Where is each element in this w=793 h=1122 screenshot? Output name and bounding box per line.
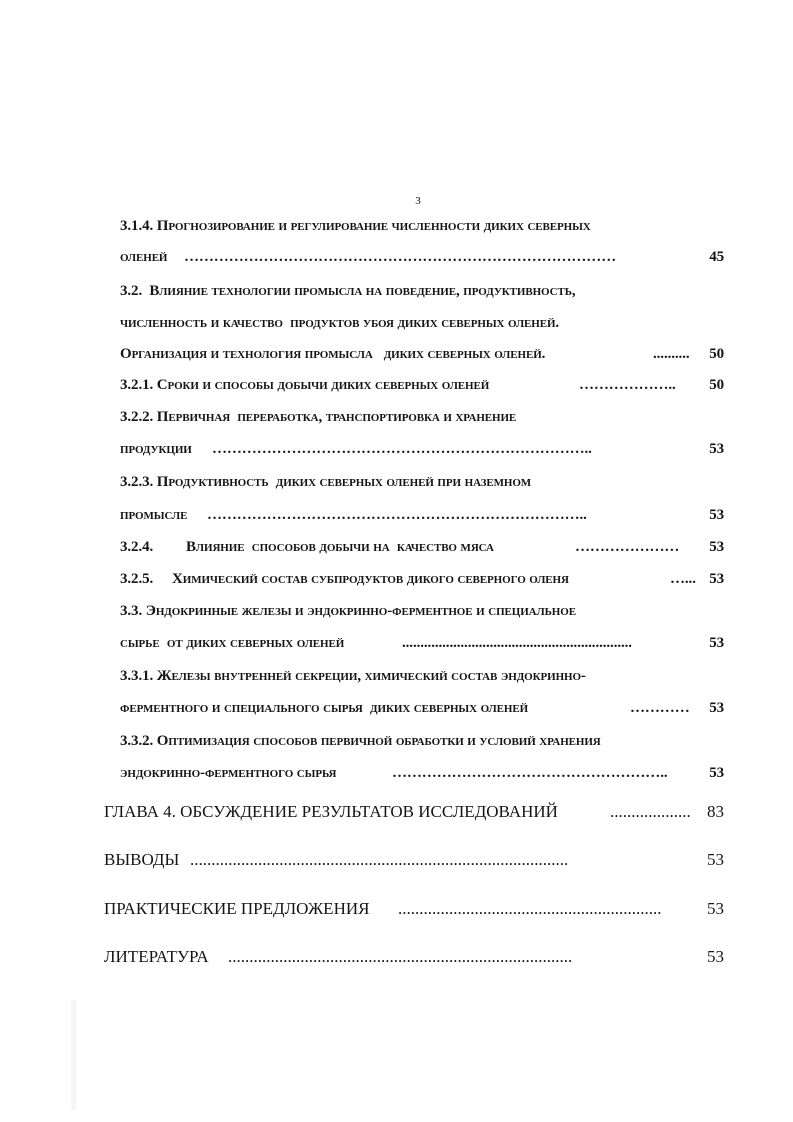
toc-entry-3-3-1-line2 (0, 696, 793, 720)
toc-entry-title: 3.3.1. Железы внутренней секреции, химический состав эндокринно- (120, 668, 586, 684)
toc-entry-title: Организация и технология промысла диких северных оленей. (120, 346, 546, 362)
toc-entry-title: Влияние способов добычи на качество мяса (186, 539, 494, 555)
page-number: 3 (415, 195, 421, 207)
toc-entry-3-1-4-line1 (0, 214, 793, 238)
toc-entry-3-2-3-line2 (0, 503, 793, 527)
toc-entry-title: ферментного и специального сырья диких северных оленей (120, 700, 529, 716)
toc-entry-title: 3.3. Эндокринные железы и эндокринно-ферментное и специальное (120, 603, 576, 619)
dot-leader: ......................................................................................... (190, 850, 569, 869)
dot-leader: …... (670, 571, 696, 587)
dot-leader: …………………………………………………………………………… (184, 249, 617, 265)
toc-page-number: 53 (709, 539, 724, 555)
dot-leader: ................... (610, 802, 691, 821)
toc-entry-number: 3.2.4. (120, 539, 154, 555)
toc-page-number: 53 (707, 947, 724, 966)
dot-leader: ............................................................... (402, 635, 632, 651)
dot-leader: ……………….. (579, 377, 676, 393)
dot-leader: ………… (630, 700, 690, 716)
dot-leader: .............................................................. (398, 899, 662, 918)
toc-page-number: 83 (707, 802, 724, 821)
toc-chapter-title: ЛИТЕРАТУРА (104, 947, 209, 966)
toc-page-number: 53 (707, 850, 724, 869)
toc-entry-3-2-line3 (0, 342, 793, 366)
toc-chapter-4 (104, 799, 724, 825)
dot-leader: ………………………………………………………………….. (207, 507, 587, 523)
toc-page-number: 50 (709, 346, 724, 362)
toc-entry-title: Химический состав субпродуктов дикого северного оленя (172, 571, 569, 587)
toc-page-number: 45 (709, 249, 724, 265)
toc-entry-title: 3.1.4. Прогнозирование и регулирование численности диких северных (120, 218, 591, 234)
toc-page-number: 53 (709, 765, 724, 781)
toc-entry-number: 3.2.5. (120, 571, 154, 587)
toc-chapter-conclusions (104, 847, 724, 873)
toc-entry-title: промысле (120, 507, 188, 523)
toc-page-number: 53 (709, 700, 724, 716)
toc-entry-3-3-2-line1 (0, 729, 793, 753)
toc-page-number: 53 (709, 571, 724, 587)
toc-entry-title: 3.2.1. Сроки и способы добычи диких северных оленей (120, 377, 490, 393)
toc-entry-title: эндокринно-ферментного сырья (120, 765, 337, 781)
toc-page-number: 53 (709, 441, 724, 457)
toc-page-number: 53 (709, 635, 724, 651)
toc-entry-3-3-line1 (0, 599, 793, 623)
toc-entry-title: оленей (120, 249, 168, 265)
toc-entry-title: 3.2. Влияние технологии промысла на поведение, продуктивность, (120, 283, 576, 299)
toc-entry-3-2-line1 (0, 279, 793, 303)
toc-entry-title: 3.3.2. Оптимизация способов первичной обработки и условий хранения (120, 733, 601, 749)
toc-entry-3-2-5 (0, 567, 793, 591)
toc-entry-3-3-line2 (0, 631, 793, 655)
toc-entry-3-2-2-line1 (0, 405, 793, 429)
toc-entry-3-1-4-line2 (0, 245, 793, 269)
toc-chapter-literature (104, 944, 724, 970)
toc-entry-title: продукции (120, 441, 192, 457)
dot-leader: ………………… (575, 539, 680, 555)
toc-chapter-proposals (104, 896, 724, 922)
toc-chapter-title: ПРАКТИЧЕСКИЕ ПРЕДЛОЖЕНИЯ (104, 899, 370, 918)
toc-entry-3-2-4 (0, 535, 793, 559)
toc-chapter-title: ВЫВОДЫ (104, 850, 180, 869)
toc-entry-title: 3.2.2. Первичная переработка, транспортировка и хранение (120, 409, 517, 425)
toc-entry-title: численность и качество продуктов убоя диких северных оленей. (120, 315, 560, 331)
dot-leader: ………………………………………………………………….. (212, 441, 592, 457)
toc-chapter-title: ГЛАВА 4. ОБСУЖДЕНИЕ РЕЗУЛЬТАТОВ ИССЛЕДОВАНИЙ (104, 802, 558, 821)
toc-entry-3-3-1-line1 (0, 664, 793, 688)
toc-entry-3-2-line2 (0, 311, 793, 335)
toc-entry-3-2-2-line2 (0, 437, 793, 461)
toc-entry-title: 3.2.3. Продуктивность диких северных оленей при наземном (120, 474, 532, 490)
toc-entry-3-2-3-line1 (0, 470, 793, 494)
scan-shadow (70, 1000, 78, 1110)
dot-leader: ……………………………………………….. (392, 765, 668, 781)
toc-page-number: 53 (707, 899, 724, 918)
toc-entry-3-2-1 (0, 373, 793, 397)
toc-entry-title: сырье от диких северных оленей (120, 635, 345, 651)
dot-leader: .......... (653, 346, 690, 362)
dot-leader: ................................................................................. (228, 947, 573, 966)
toc-page-number: 50 (709, 377, 724, 393)
toc-page-number: 53 (709, 507, 724, 523)
toc-entry-3-3-2-line2 (0, 761, 793, 785)
